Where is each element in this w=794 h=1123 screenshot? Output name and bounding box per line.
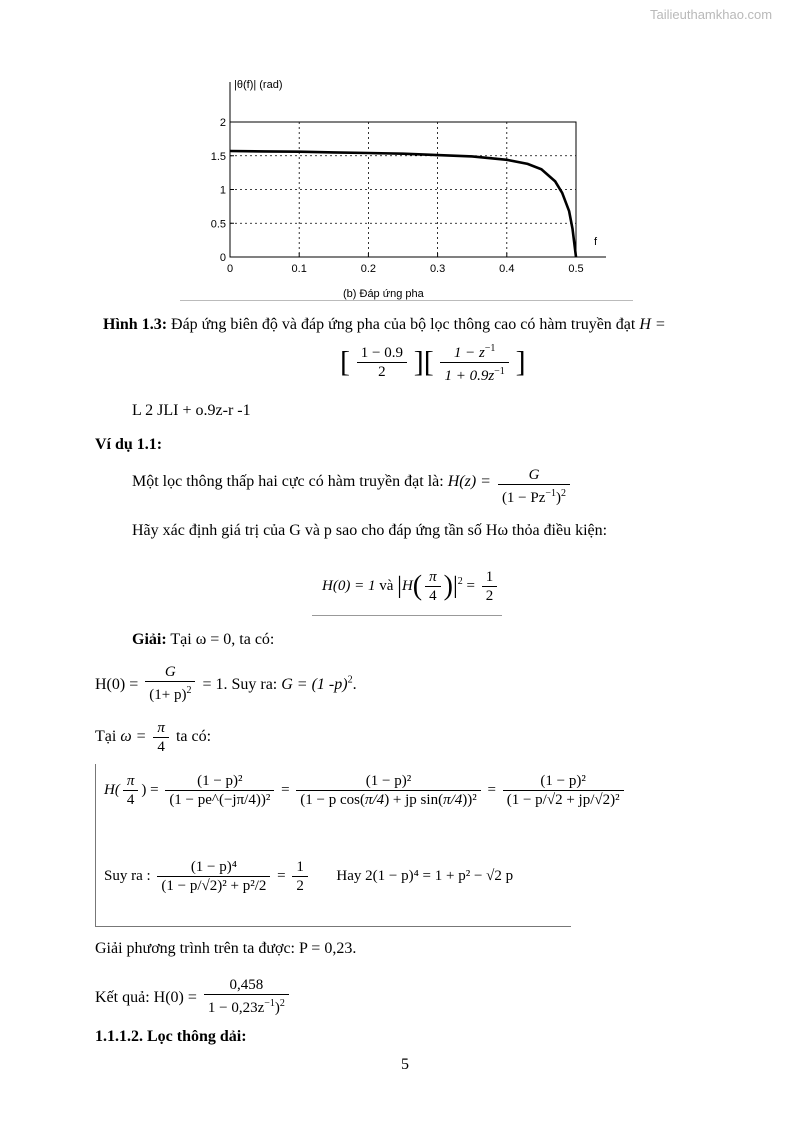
garbled-line: L 2 JLI + o.9z-r -1 xyxy=(132,402,251,419)
derivation-row-2 xyxy=(104,858,513,895)
box-half-n: 1 xyxy=(292,858,308,877)
omega-den: 4 xyxy=(157,739,165,755)
p1-den-close: ) xyxy=(556,490,562,506)
p1-den: (1 − Pz xyxy=(501,490,546,506)
figure-caption-formula: [ $\frac{1 - 0.9}{2}$ ][ $\frac{1 - z^{-1}}{1 + 0.9z^{-1}}$ ] xyxy=(340,340,526,385)
box-sn: (1 − p)⁴ xyxy=(157,858,270,877)
omega-num: π xyxy=(153,719,169,738)
section-heading: 1.1.1.2. Lọc thông dải: xyxy=(95,1028,247,1045)
cond-va: và xyxy=(379,577,394,594)
y-tick-label: 0.5 xyxy=(210,218,226,231)
derivation-row-1 xyxy=(104,772,627,809)
h0-den-sq: 2 xyxy=(186,685,192,696)
p1-hz: H(z) = xyxy=(447,473,491,490)
box-n2: (1 − p)² xyxy=(296,772,480,791)
result-line xyxy=(95,976,292,1017)
h0-lhs: H(0) = xyxy=(95,676,139,693)
condition-formula: H(0) = 1 và |H( $\frac{\pi}{4}$ )$|^2$ = $\frac{1}{2}$ xyxy=(322,568,500,605)
cond-pi: π xyxy=(425,568,441,587)
y-tick-label: 1 xyxy=(219,184,226,197)
figure-label: Hình 1.3: xyxy=(103,316,168,333)
box-d2-pi4-2: π/4 xyxy=(443,792,463,808)
box-eq-3: = xyxy=(277,867,286,884)
p1-den-sq: 2 xyxy=(561,488,567,499)
box-four: 4 xyxy=(126,792,135,808)
y-axis-label: |θ(f)| (rad) xyxy=(234,79,283,91)
cond-approx: = xyxy=(466,577,475,594)
p1-den-exp: −1 xyxy=(545,488,557,499)
h0-equation xyxy=(95,663,357,704)
caption-frac1-den: 2 xyxy=(378,364,386,380)
caption-exp-1: −1 xyxy=(484,343,496,354)
cond-two: 2 xyxy=(485,588,494,604)
x-tick-label: 0.5 xyxy=(568,263,584,275)
condition-underline xyxy=(312,615,502,616)
cond-four: 4 xyxy=(429,588,437,604)
h0-rhs: = 1. Suy ra: xyxy=(202,676,278,693)
box-d2a: (1 − p cos( xyxy=(300,792,365,808)
box-half-d: 2 xyxy=(296,878,304,894)
caption-frac2-num: 1 − z xyxy=(453,345,485,361)
cond-h: H xyxy=(401,577,413,594)
watermark: Tailieuthamkhao.com xyxy=(650,7,773,22)
result-den-sq: 2 xyxy=(279,998,285,1009)
box-d3: (1 − p/√2 + jp/√2)² xyxy=(506,792,620,808)
result-den-exp: −1 xyxy=(264,998,275,1009)
box-close: ) = xyxy=(141,781,159,798)
x-tick-label: 0.3 xyxy=(429,263,446,275)
h0-result: G = (1 -p) xyxy=(281,676,348,693)
h0-den: (1+ p) xyxy=(149,687,187,703)
omega-post: ta có: xyxy=(175,728,212,745)
phase-series-line xyxy=(230,151,576,257)
chart-caption: (b) Đáp ứng pha xyxy=(343,288,424,300)
box-suy: Suy ra : xyxy=(104,867,151,884)
solution-line xyxy=(132,631,274,649)
figure-caption-h: H = xyxy=(639,316,666,333)
box-hay-eq: 2(1 − p)⁴ = 1 + p² − √2 p xyxy=(365,867,514,884)
solution-label: Giải: xyxy=(132,631,167,648)
caption-exp-2: −1 xyxy=(494,366,505,377)
box-eq-2: = xyxy=(487,781,496,798)
result-den: 1 − 0,23z xyxy=(207,1000,265,1016)
x-tick-label: 0.1 xyxy=(291,263,307,275)
box-pi: π xyxy=(123,772,139,791)
result-num: 0,458 xyxy=(204,976,289,995)
cond-h0: H(0) = 1 xyxy=(322,577,376,594)
cond-one: 1 xyxy=(482,568,498,587)
omega-line xyxy=(95,719,211,756)
box-d2b: ) + jp sin( xyxy=(384,792,444,808)
x-tick-label: 0.4 xyxy=(499,263,515,275)
y-tick-label: 2 xyxy=(219,117,226,129)
box-d2c: ))² xyxy=(462,792,477,808)
x-tick-label: 0.2 xyxy=(360,263,377,275)
box-lhs: H( xyxy=(104,781,120,798)
caption-frac2-den: 1 + 0.9z xyxy=(444,368,495,384)
h0-dot: . xyxy=(352,676,357,693)
box-hay: Hay xyxy=(336,867,362,884)
phase-response-chart xyxy=(180,70,635,305)
example-paragraph-2: Hãy xác định giá trị của G và p sao cho đáp ứng tần số Hω thỏa điều kiện: xyxy=(132,522,608,539)
box-n3: (1 − p)² xyxy=(503,772,624,791)
chart-divider xyxy=(180,300,633,301)
example-paragraph-1 xyxy=(132,466,573,507)
result-lhs: Kết quả: H(0) = xyxy=(95,989,197,1006)
x-axis-label: f xyxy=(594,236,598,248)
box-d1: (1 − pe^(−jπ/4))² xyxy=(169,792,271,808)
solution-text: Tại ω = 0, ta có: xyxy=(170,631,275,648)
h0-result-sq: 2 xyxy=(347,674,353,686)
h0-num: G xyxy=(145,663,195,682)
box-n1: (1 − p)² xyxy=(165,772,274,791)
omega-w: ω = xyxy=(120,728,147,745)
p1-text: Một lọc thông thấp hai cực có hàm truyền đạt là: xyxy=(132,473,444,490)
box-d2-pi4-1: π/4 xyxy=(365,792,385,808)
figure-caption-text: Đáp ứng biên độ và đáp ứng pha của bộ lọc thông cao có hàm truyền đạt xyxy=(171,316,636,333)
cond-sq: 2 xyxy=(457,575,463,587)
omega-pre: Tại xyxy=(95,728,117,745)
solve-line: Giải phương trình trên ta được: P = 0,23. xyxy=(95,940,357,957)
y-tick-label: 1.5 xyxy=(210,150,226,163)
box-sd: (1 − p/√2)² + p²/2 xyxy=(161,878,267,894)
caption-frac1-num: 1 − 0.9 xyxy=(357,344,407,363)
p1-num: G xyxy=(498,466,570,485)
figure-caption xyxy=(103,316,666,334)
box-eq-1: = xyxy=(281,781,290,798)
x-tick-label: 0 xyxy=(226,263,234,275)
example-title: Ví dụ 1.1: xyxy=(95,436,163,453)
y-tick-label: 0 xyxy=(219,252,226,264)
result-den-close: ) xyxy=(274,1000,280,1016)
page-number: 5 xyxy=(401,1056,409,1073)
